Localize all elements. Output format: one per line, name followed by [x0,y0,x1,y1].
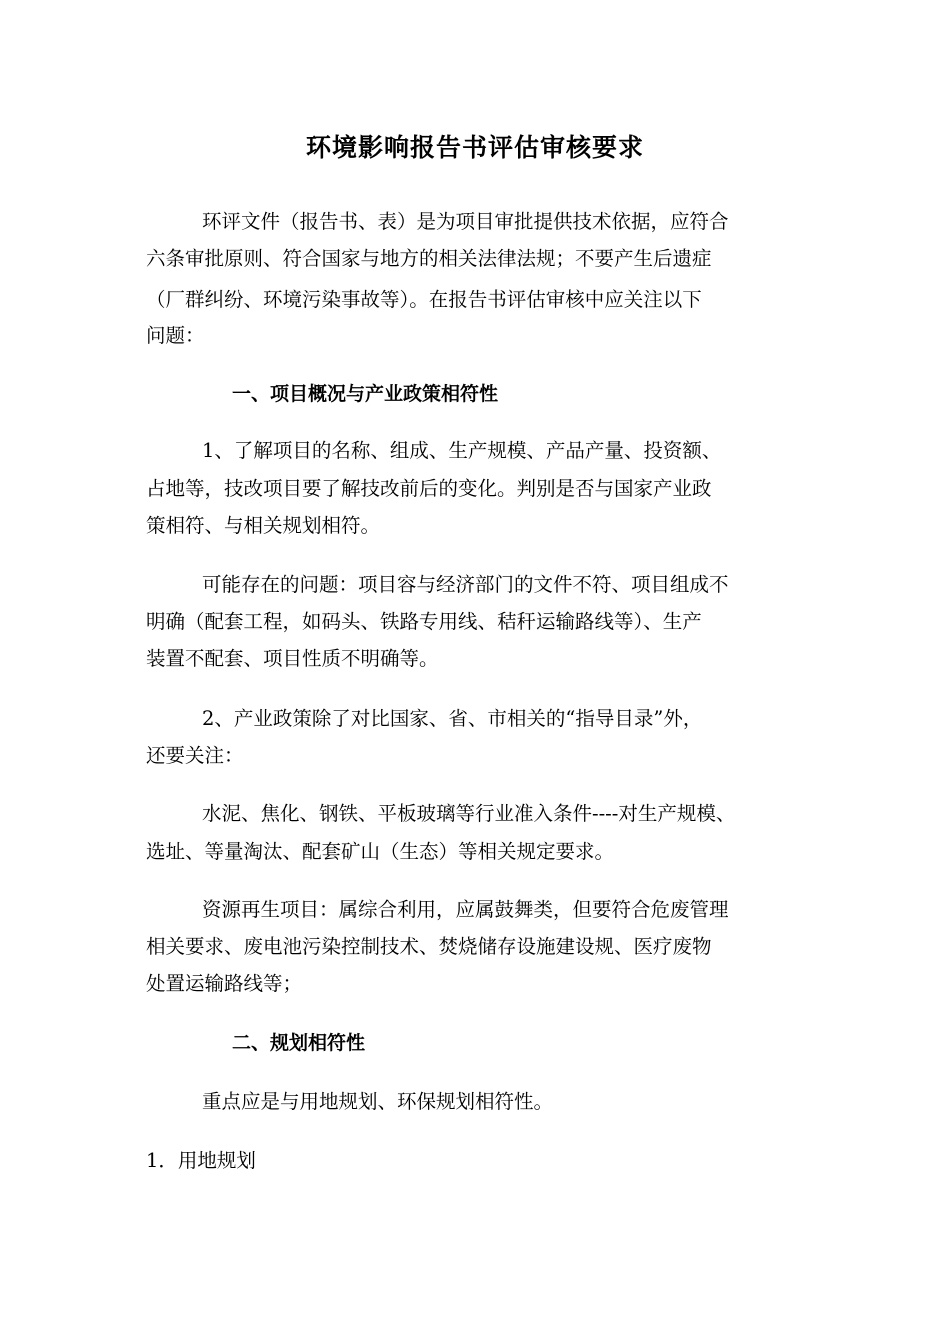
industries-line-1: 水泥、焦化、钢铁、平板玻璃等行业准入条件----对生产规模、 [202,802,736,825]
item-1-line-1: 1、了解项目的名称、组成、生产规模、产品产量、投资额、 [202,439,722,462]
section-2-heading: 二、规划相符性 [232,1032,366,1054]
problems-line-3: 装置不配套、项目性质不明确等。 [146,647,439,670]
recycling-line-1: 资源再生项目：属综合利用，应属鼓舞类，但要符合危废管理 [202,898,729,921]
intro-line-2: 六条审批原则、符合国家与地方的相关法律法规；不要产生后遗症 [146,247,712,270]
document-title: 环境影响报告书评估审核要求 [305,133,644,162]
item-1-line-3: 策相符、与相关规划相符。 [146,514,381,537]
item-2-line-1: 2、产业政策除了对比国家、省、市相关的“指导目录”外， [202,707,703,730]
recycling-line-2: 相关要求、废电池污染控制技术、焚烧储存设施建设规、医疗废物 [146,935,712,958]
subsection-1-heading: 1．用地规划 [146,1149,256,1172]
intro-line-1: 环评文件（报告书、表）是为项目审批提供技术依据，应符合 [202,210,729,233]
recycling-line-3: 处置运输路线等； [146,972,303,995]
section-2-focus: 重点应是与用地规划、环保规划相符性。 [202,1090,554,1113]
intro-line-4: 问题： [146,324,205,347]
item-1-line-2: 占地等，技改项目要了解技改前后的变化。判别是否与国家产业政 [146,477,712,500]
section-1-heading: 一、项目概况与产业政策相符性 [232,383,499,405]
item-2-line-2: 还要关注： [146,744,244,767]
problems-line-1: 可能存在的问题：项目容与经济部门的文件不符、项目组成不 [202,573,729,596]
intro-line-3: （厂群纠纷、环境污染事故等）。在报告书评估审核中应关注以下 [146,288,702,311]
industries-line-2: 选址、等量淘汰、配套矿山（生态）等相关规定要求。 [146,840,615,863]
problems-line-2: 明确（配套工程，如码头、铁路专用线、秸秆运输路线等）、生产 [146,610,702,633]
